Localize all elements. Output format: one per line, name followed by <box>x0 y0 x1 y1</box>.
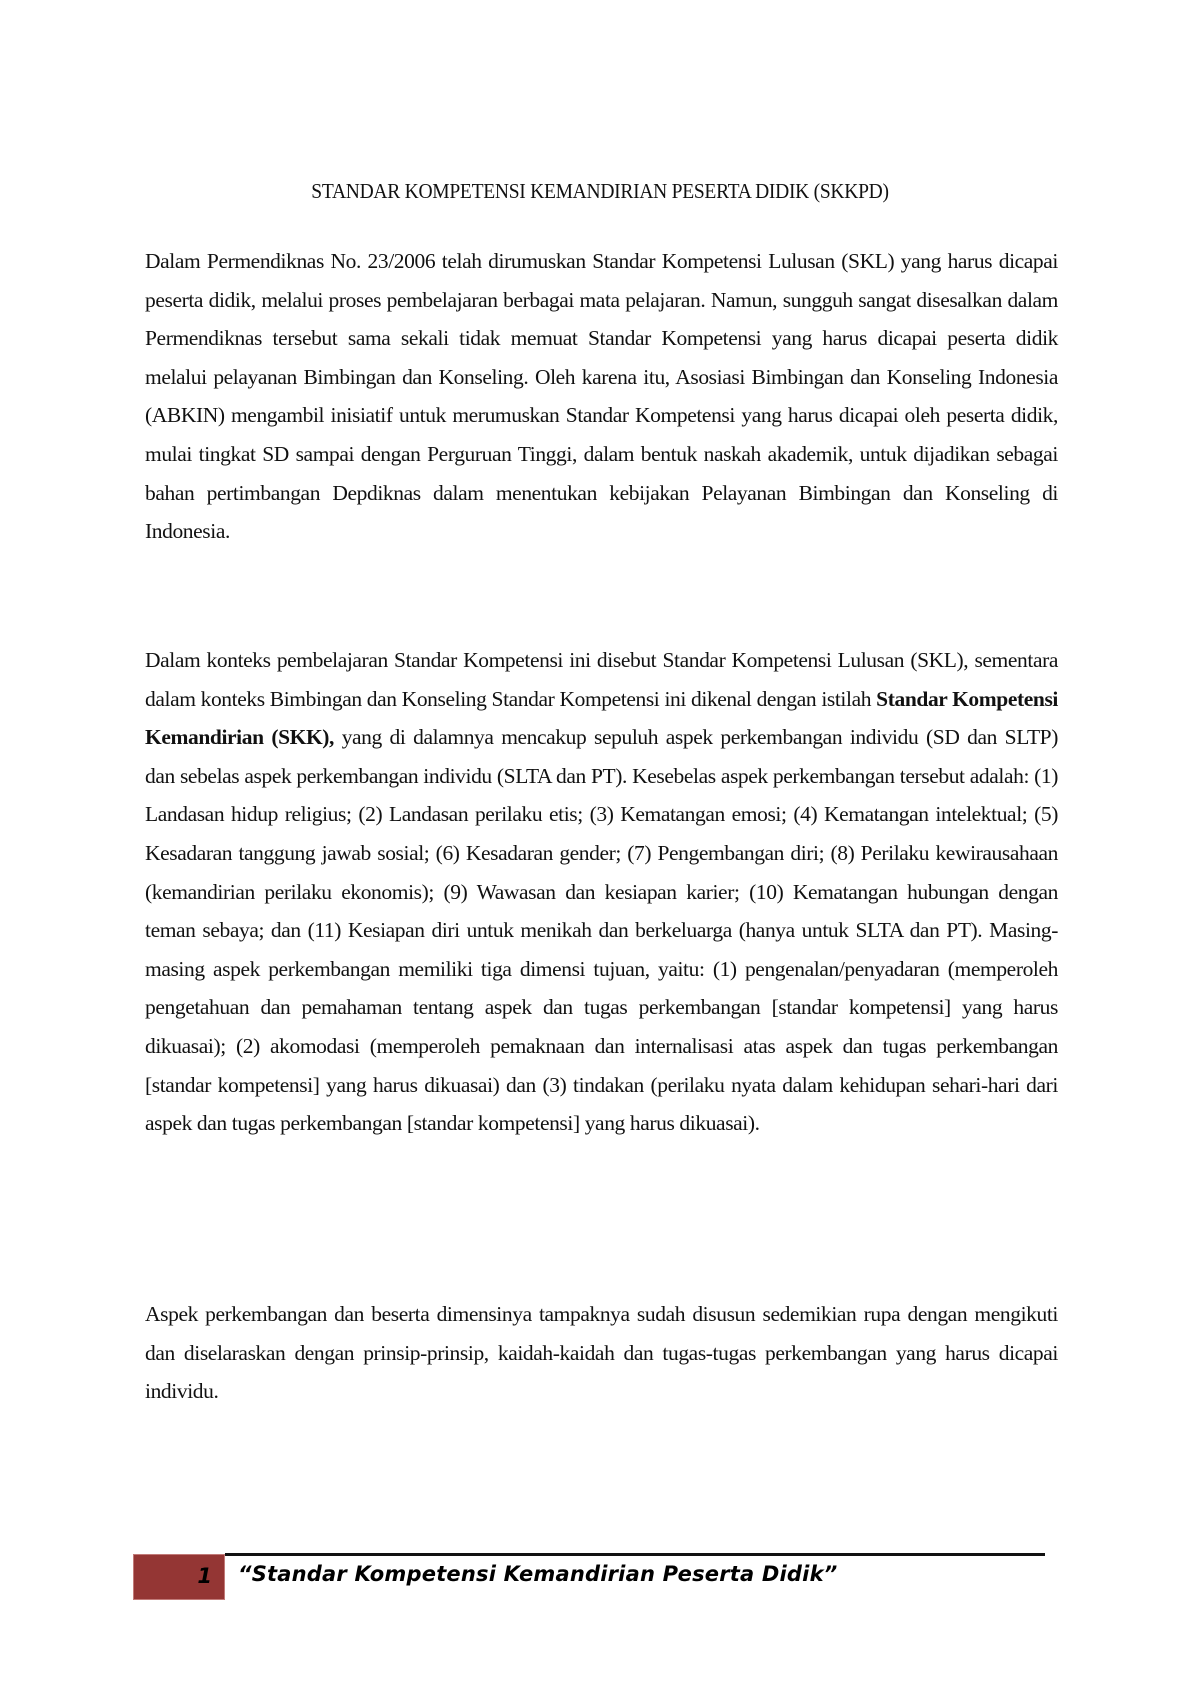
page-number-box <box>133 1554 225 1600</box>
page-number: 1 <box>197 1564 212 1588</box>
footer-rule <box>225 1553 1045 1556</box>
footer-running-title: “Standar Kompetensi Kemandirian Peserta Didik” <box>238 1562 838 1586</box>
paragraph-text: yang di dalamnya mencakup sepuluh aspek perkembangan individu (SD dan SLTP) dan sebelas aspek perkembangan individu (SLTA dan PT). Kesebelas aspek perkembangan tersebut adalah: (1) Landasan hidup religius; (2) Landasan perilaku etis; (3) Kematangan emosi; (4) Kematangan intelektual; (5) Kesadaran tanggung jawab sosial; (6) Kesadaran gender; (7) Pengembangan diri; (8) Perilaku kewirausahaan (kemandirian perilaku ekonomis); (9) Wawasan dan kesiapan karier; (10) Kematangan hubungan dengan teman sebaya; dan (11) Kesiapan diri untuk menikah dan berkeluarga (hanya untuk SLTA dan PT). Masing-masing aspek perkembangan memiliki tiga dimensi tujuan, yaitu: (1) pengenalan/penyadaran (memperoleh pengetahuan dan pemahaman tentang aspek dan tugas perkembangan [standar kompetensi] yang harus dikuasai); (2) akomodasi (memperoleh pemaknaan dan internalisasi atas aspek dan tugas perkembangan [standar kompetensi] yang harus dikuasai) dan (3) tindakan (perilaku nyata dalam kehidupan sehari-hari dari aspek dan tugas perkembangan [standar kompetensi] yang harus dikuasai). <box>145 725 1059 1136</box>
paragraph-intro: Dalam Permendiknas No. 23/2006 telah dirumuskan Standar Kompetensi Lulusan (SKL) yang harus dicapai peserta didik, melalui proses pembelajaran berbagai mata pelajaran. Namun, sungguh sangat disesalkan dalam Permendiknas tersebut sama sekali tidak memuat Standar Kompetensi yang harus dicapai peserta didik melalui pelayanan Bimbingan dan Konseling. Oleh karena itu, Asosiasi Bimbingan dan Konseling Indonesia (ABKIN) mengambil inisiatif untuk merumuskan Standar Kompetensi yang harus dicapai oleh peserta didik, mulai tingkat SD sampai dengan Perguruan Tinggi, dalam bentuk naskah akademik, untuk dijadikan sebagai bahan pertimbangan Depdiknas dalam menentukan kebijakan Pelayanan Bimbingan dan Konseling di Indonesia. <box>145 249 1058 544</box>
paragraph-conclusion: Aspek perkembangan dan beserta dimensinya tampaknya sudah disusun sedemikian rupa dengan mengikuti dan diselaraskan dengan prinsip-prinsip, kaidah-kaidah dan tugas-tugas perkembangan yang harus dicapai individu. <box>145 1302 1058 1404</box>
bold-term-skk: Standar Kompetensi Kemandirian (SKK), <box>145 686 1058 750</box>
document-title: STANDAR KOMPETENSI KEMANDIRIAN PESERTA DIDIK (SKKPD) <box>311 179 889 203</box>
paragraph-skk-aspects <box>145 641 1058 1143</box>
paragraph-text: Dalam konteks pembelajaran Standar Kompetensi ini disebut Standar Kompetensi Lulusan (SKL), sementara dalam konteks Bimbingan dan Konseling Standar Kompetensi ini dikenal dengan istilah <box>145 648 1058 711</box>
